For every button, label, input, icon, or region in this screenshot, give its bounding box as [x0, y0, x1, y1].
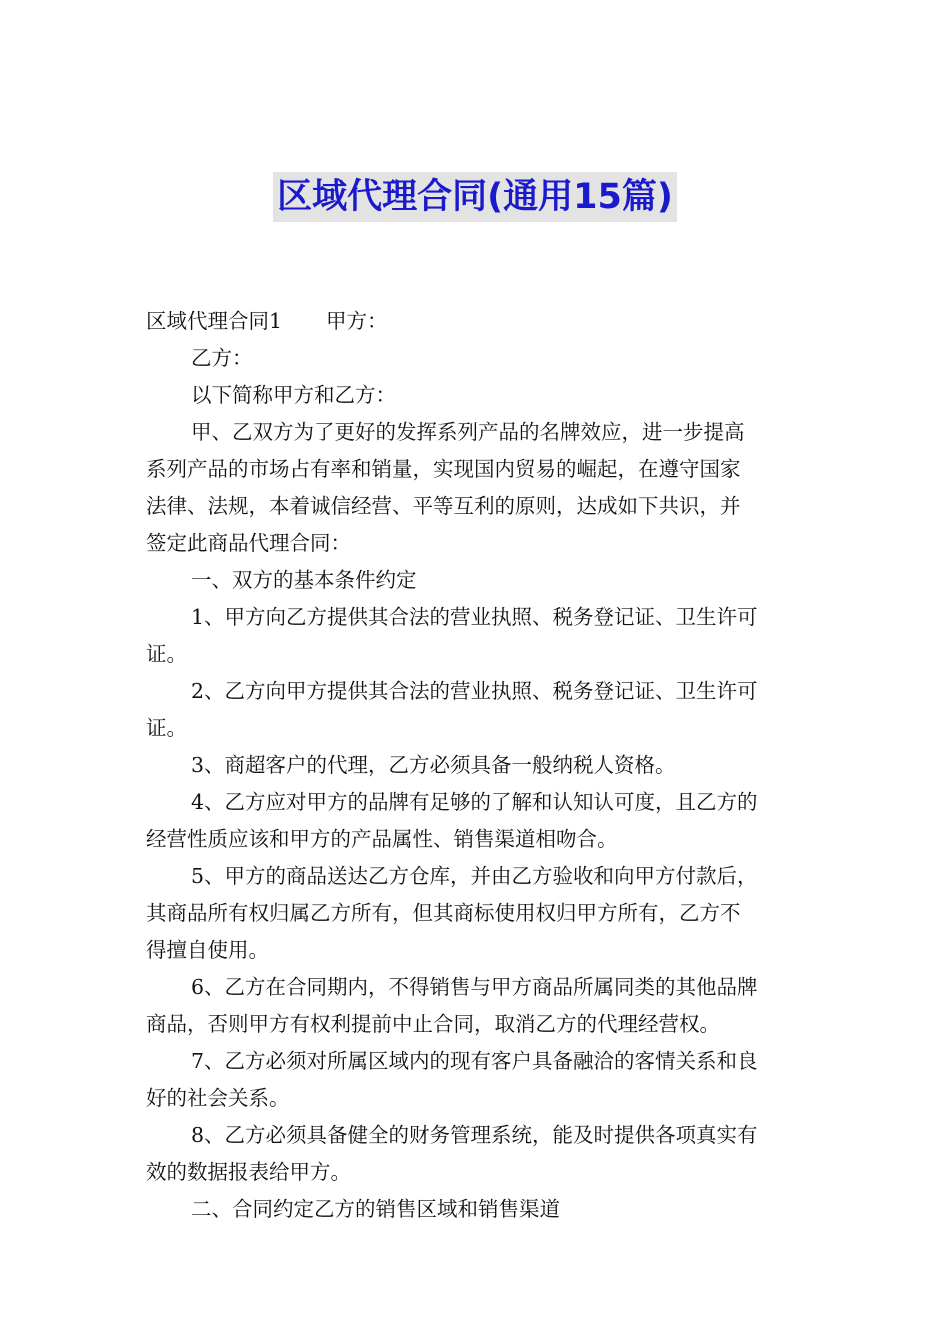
- paragraph-continuation: 签定此商品代理合同：: [146, 531, 351, 555]
- paragraph: 甲、乙双方为了更好的发挥系列产品的名牌效应，进一步提高: [191, 420, 745, 444]
- paragraph: 乙方：: [191, 346, 253, 370]
- clause-continuation: 证。: [146, 642, 187, 666]
- section-heading: 二、合同约定乙方的销售区域和销售渠道: [191, 1197, 560, 1221]
- paragraph: 以下简称甲方和乙方：: [191, 383, 396, 407]
- party-a-label: 甲方：: [326, 309, 388, 333]
- paragraph-continuation: 法律、法规，本着诚信经营、平等互利的原则，达成如下共识，并: [146, 494, 741, 518]
- clause-continuation: 好的社会关系。: [146, 1086, 290, 1110]
- clause-continuation: 得擅自使用。: [146, 938, 269, 962]
- clause-continuation: 其商品所有权归属乙方所有，但其商标使用权归甲方所有，乙方不: [146, 901, 741, 925]
- clause-continuation: 证。: [146, 716, 187, 740]
- clause-continuation: 效的数据报表给甲方。: [146, 1160, 351, 1184]
- clause-continuation: 经营性质应该和甲方的产品属性、销售渠道相吻合。: [146, 827, 618, 851]
- section-heading: 一、双方的基本条件约定: [191, 568, 417, 592]
- contract-heading-line: [146, 303, 808, 340]
- contract-heading: 区域代理合同1: [146, 309, 283, 333]
- clause: 2、乙方向甲方提供其合法的营业执照、税务登记证、卫生许可: [191, 679, 758, 703]
- clause: 1、甲方向乙方提供其合法的营业执照、税务登记证、卫生许可: [191, 605, 758, 629]
- clause: 4、乙方应对甲方的品牌有足够的了解和认知认可度，且乙方的: [191, 790, 758, 814]
- clause: 8、乙方必须具备健全的财务管理系统，能及时提供各项真实有: [191, 1123, 758, 1147]
- document-body: [146, 303, 808, 1228]
- clause: 3、商超客户的代理，乙方必须具备一般纳税人资格。: [191, 753, 676, 777]
- clause: 7、乙方必须对所属区域内的现有客户具备融洽的客情关系和良: [191, 1049, 758, 1073]
- clause-continuation: 商品，否则甲方有权利提前中止合同，取消乙方的代理经营权。: [146, 1012, 720, 1036]
- paragraph-continuation: 系列产品的市场占有率和销量，实现国内贸易的崛起，在遵守国家: [146, 457, 741, 481]
- clause: 5、甲方的商品送达乙方仓库，并由乙方验收和向甲方付款后，: [191, 864, 758, 888]
- document-title: 区域代理合同(通用15篇): [273, 172, 677, 222]
- clause: 6、乙方在合同期内，不得销售与甲方商品所属同类的其他品牌: [191, 975, 758, 999]
- title-container: [0, 172, 950, 222]
